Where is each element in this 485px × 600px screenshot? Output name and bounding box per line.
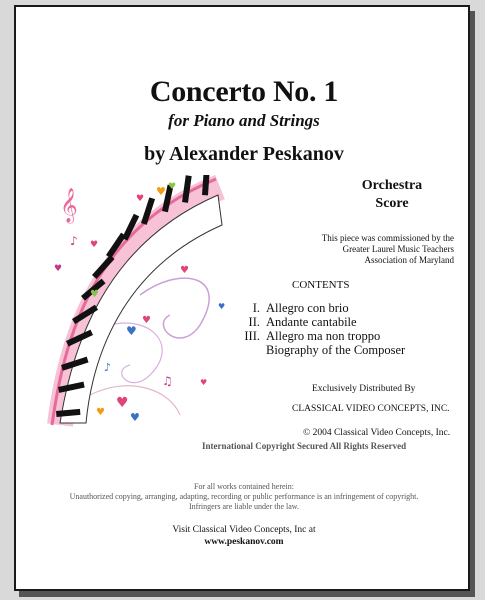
movement-name: Allegro con brio	[266, 301, 349, 315]
distributor-name: CLASSICAL VIDEO CONCEPTS, INC.	[292, 404, 450, 414]
notice-line-2: Unauthorized copying, arranging, adapting, recording or public performance is an infringement of copyright.	[69, 492, 419, 501]
notice-line-3: Infringers are liable under the law.	[188, 502, 300, 511]
edition-label	[352, 177, 432, 213]
distributor-label: Exclusively Distributed By	[312, 384, 416, 394]
page-title: Concerto No. 1	[149, 75, 339, 108]
svg-text:♥: ♥	[54, 264, 63, 274]
list-item	[226, 329, 405, 343]
movement-name: Allegro ma non troppo	[266, 329, 381, 343]
svg-text:♥: ♥	[130, 411, 140, 424]
svg-text:♥: ♥	[90, 240, 99, 250]
visit-line: Visit Classical Video Concepts, Inc at	[172, 525, 316, 535]
copyright-secured: International Copyright Secured All Rights Reserved	[202, 441, 407, 451]
visit-info	[16, 524, 472, 548]
svg-text:♫: ♫	[162, 374, 173, 388]
list-item	[226, 343, 405, 357]
website-link[interactable]: www.peskanov.com	[204, 537, 284, 547]
movement-name: Biography of the Composer	[266, 343, 406, 357]
piano-keyboard-illustration	[30, 175, 240, 430]
svg-text:♥: ♥	[156, 185, 166, 198]
svg-text:♥: ♥	[136, 194, 145, 204]
svg-text:♥: ♥	[218, 302, 226, 311]
svg-text:♥: ♥	[116, 395, 129, 411]
composer-name: by Alexander Peskanov	[144, 143, 344, 165]
subtitle: for Piano and Strings	[168, 111, 320, 130]
svg-text:♥: ♥	[126, 324, 137, 338]
commission-line-2: Greater Laurel Music Teachers	[342, 244, 454, 254]
movement-number: I.	[252, 301, 260, 315]
movement-number: III.	[244, 329, 260, 343]
copyright-line: © 2004 Classical Video Concepts, Inc.	[303, 428, 451, 438]
list-item	[226, 315, 405, 329]
svg-text:♥: ♥	[168, 182, 177, 192]
copyright-notice	[16, 482, 472, 512]
commission-line-3: Association of Maryland	[364, 255, 454, 265]
movement-name: Andante cantabile	[266, 315, 357, 329]
notice-line-1: For all works contained herein:	[194, 482, 294, 491]
svg-text:♥: ♥	[142, 315, 151, 326]
edition-line-2: Score	[375, 196, 409, 211]
commission-line-1: This piece was commissioned by the	[321, 233, 454, 243]
svg-text:♥: ♥	[90, 289, 99, 300]
score-cover-page	[14, 5, 470, 591]
svg-text:♪: ♪	[70, 234, 78, 248]
commission-note	[264, 233, 454, 266]
edition-line-1: Orchestra	[361, 178, 423, 193]
svg-text:♥: ♥	[200, 378, 208, 387]
svg-text:𝄞: 𝄞	[60, 188, 78, 223]
svg-text:♥: ♥	[96, 407, 105, 418]
swirl-line	[140, 278, 209, 338]
list-item	[226, 301, 405, 315]
contents-heading: CONTENTS	[292, 279, 350, 291]
svg-text:♪: ♪	[104, 361, 112, 374]
movement-number: II.	[248, 315, 260, 329]
svg-text:♥: ♥	[180, 265, 189, 276]
contents-list	[226, 301, 405, 357]
